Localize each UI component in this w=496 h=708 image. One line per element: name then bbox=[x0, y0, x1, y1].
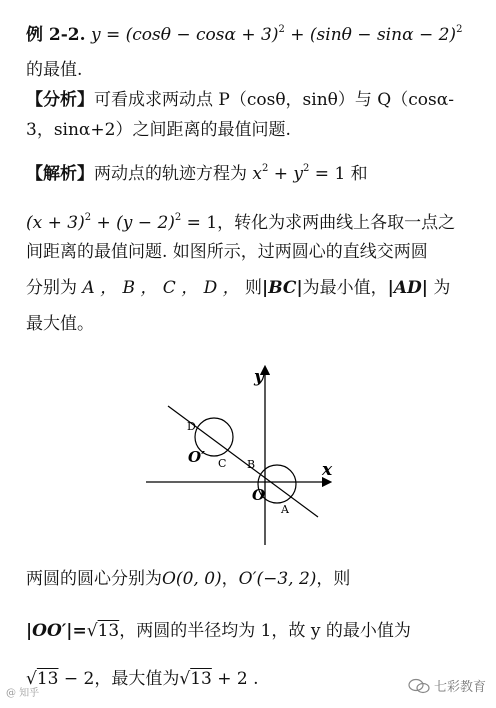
solution-text-1: 两动点的轨迹方程为 bbox=[94, 164, 247, 184]
eq-circle-a: (x + 3) bbox=[26, 213, 85, 233]
solution-line-2: $(x + 3)^2 + (y - 2)^2 = 1$，转化为求两曲线上各取一点之 bbox=[26, 212, 456, 233]
problem-formula-part2: + (sinθ − sinα − 2) bbox=[290, 25, 457, 45]
eq-circle-c: = 1， bbox=[181, 213, 235, 233]
solution-tag: 【解析】 bbox=[26, 164, 94, 184]
analysis-text-1: 可看成求两动点 P（cosθ，sinθ）与 Q（cosα- bbox=[94, 90, 454, 110]
wechat-icon bbox=[408, 678, 430, 694]
center-o: O(0, 0) bbox=[162, 569, 222, 589]
eq-eq1: = 1 和 bbox=[309, 164, 368, 184]
analysis-tag: 【分析】 bbox=[26, 90, 94, 110]
conclusion-text-1-end: ，则 bbox=[316, 569, 351, 589]
point-c-label: C bbox=[218, 457, 227, 470]
sqrt-symbol-2: √ bbox=[26, 669, 37, 689]
conclusion-line-2 bbox=[26, 619, 411, 643]
segment-bc: |BC| bbox=[262, 278, 303, 298]
point-d-label: D bbox=[187, 420, 196, 433]
eq-y: + y bbox=[268, 164, 304, 184]
solution-text-4b: 则 bbox=[245, 278, 263, 298]
problem-label: 例 2-2. bbox=[26, 25, 86, 45]
origin-label: O bbox=[252, 486, 266, 504]
watermark-left: @ 知乎 bbox=[6, 688, 40, 699]
solution-text-4a: 分别为 bbox=[26, 278, 77, 298]
exponent-2: 2 bbox=[456, 24, 463, 35]
center-o-prime-label: O′ bbox=[188, 448, 206, 466]
conclusion-text-3: 最大值为 bbox=[111, 669, 180, 689]
eq-circle-b: + (y − 2) bbox=[91, 213, 175, 233]
watermark-right bbox=[408, 676, 486, 695]
points-list: A ， B ， C ， D ， bbox=[82, 278, 240, 298]
solution-line-1: 【解析】两动点的轨迹方程为 $x^2 + y^2 = 1$ 和 bbox=[26, 163, 368, 184]
point-b-label: B bbox=[247, 458, 256, 471]
analysis-line-2: 3，sinα+2）之间距离的最值问题. bbox=[26, 120, 291, 140]
max-value-text: + 2 . bbox=[211, 669, 259, 689]
problem-formula-part1: (cosθ − cosα + 3) bbox=[125, 25, 279, 45]
conclusion-line-3 bbox=[26, 667, 259, 691]
y-axis-label: y bbox=[254, 367, 264, 387]
problem-line-2: 的最值. bbox=[26, 60, 83, 80]
point-a-label: A bbox=[281, 503, 289, 516]
solution-line-5: 最大值。 bbox=[26, 314, 94, 334]
sqrt-symbol-1: √ bbox=[86, 621, 98, 641]
segment-ad: |AD| bbox=[387, 278, 428, 298]
solution-line-3: 间距离的最值问题. 如图所示，过两圆心的直线交两圆 bbox=[26, 242, 428, 262]
distance-oo: |OO′|= bbox=[26, 621, 87, 641]
x-axis-label: x bbox=[322, 460, 333, 480]
solution-text-2: 转化为求两曲线上各取一点之 bbox=[234, 213, 456, 233]
center-o-prime: O′(−3, 2) bbox=[238, 569, 317, 589]
watermark-right-text: 七彩教育 bbox=[433, 680, 486, 695]
conclusion-line-1 bbox=[26, 567, 350, 591]
conclusion-sep: ， bbox=[221, 569, 239, 589]
problem-formula-prefix: y = bbox=[90, 25, 121, 45]
exponent-1: 2 bbox=[278, 24, 285, 35]
conclusion-text-2: ，两圆的半径均为 1，故 y 的最小值为 bbox=[119, 621, 411, 641]
min-value-text: − 2， bbox=[58, 669, 112, 689]
sqrt-value-3: 13 bbox=[190, 669, 212, 689]
solution-text-4d: 为 bbox=[433, 278, 451, 298]
eq-x: x bbox=[252, 164, 262, 184]
conclusion-text-1: 两圆的圆心分别为 bbox=[26, 569, 162, 589]
sqrt-symbol-3: √ bbox=[179, 669, 191, 689]
sqrt-value-1: 13 bbox=[97, 621, 120, 641]
solution-text-4c: 为最小值， bbox=[302, 278, 388, 298]
sqrt-value-2: 13 bbox=[36, 669, 59, 689]
